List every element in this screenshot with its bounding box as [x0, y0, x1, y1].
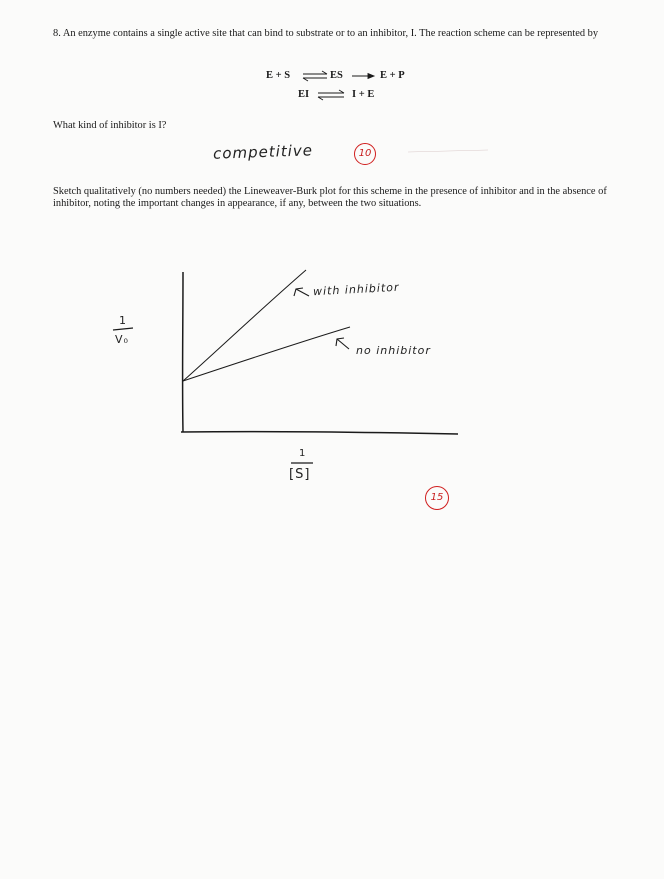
scheme-reactants: E + S: [266, 70, 291, 81]
x-axis-label-den: [S]: [289, 467, 311, 482]
equilibrium-arrow-1: [303, 71, 327, 81]
label-with-inhibitor: with inhibitor: [312, 280, 400, 299]
grade-part-a: 10: [354, 143, 376, 165]
y-axis-label-num: 1: [119, 314, 127, 327]
plot-axes: [181, 272, 458, 434]
scheme-products: E + P: [380, 70, 405, 81]
grade-part-b: 15: [425, 486, 449, 510]
line-no-inhibitor: [183, 327, 350, 381]
arrow-with-inhibitor: [294, 288, 309, 296]
x-axis-label-num: 1: [299, 448, 307, 459]
scheme-inhibitor-complex: EI: [298, 89, 310, 100]
y-axis-label-den: V₀: [115, 333, 129, 346]
arrow-no-inhibitor: [336, 338, 349, 349]
part-a-prompt: What kind of inhibitor is I?: [53, 120, 167, 131]
part-b-prompt: Sketch qualitatively (no numbers needed) the Lineweaver-Burk plot for this scheme in the presence of inhibitor and in the absence of inhibitor, noting the important changes in appearance, if any, between the two situations.: [53, 186, 607, 209]
forward-arrow: [352, 74, 374, 79]
scheme-inhibitor-free: I + E: [352, 89, 375, 100]
question-body: An enzyme contains a single active site that can bind to substrate or to an inhibitor, I. The reaction scheme can be represented by: [62, 28, 599, 39]
y-label-fraction-bar: [113, 328, 133, 330]
label-no-inhibitor: no inhibitor: [356, 344, 431, 357]
answer-competitive: competitive: [212, 141, 314, 163]
line-with-inhibitor: [183, 270, 306, 381]
question-number: 8.: [53, 28, 61, 39]
scheme-complex: ES: [330, 70, 343, 81]
stray-pen-mark: [408, 150, 488, 152]
equilibrium-arrow-2: [318, 90, 344, 100]
